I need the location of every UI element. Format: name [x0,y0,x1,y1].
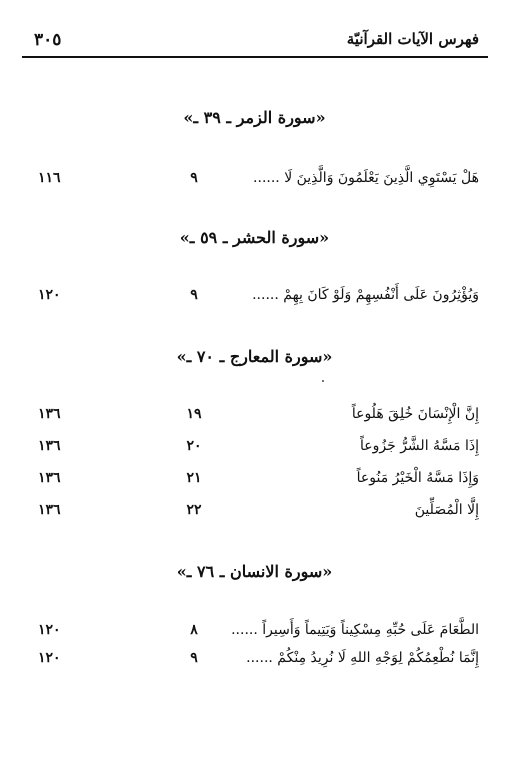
ayah-number: ٩ [190,650,198,666]
page-reference: ١٣٦ [38,502,61,518]
page-reference: ١٢٠ [38,622,61,638]
verse-text: إِلَّا الْمُصَلِّينَ [414,502,479,518]
page-number: ٣٠٥ [34,30,62,50]
ayah-number: ٢٠ [186,438,202,454]
ayah-number: ٩ [190,170,198,186]
surah-heading-hashr: «سورة الحشر ـ ٥٩ ـ» [179,228,330,247]
verse-text: هَلْ يَسْتَوِي الَّذِينَ يَعْلَمُونَ وَالَّذِينَ لَا ...... [253,170,479,186]
surah-heading-zumar: «سورة الزمر ـ ٣٩ ـ» [183,108,326,127]
page-reference: ١٣٦ [38,470,61,486]
surah-heading-maarij: «سورة المعارج ـ ٧٠ ـ» [176,347,333,366]
page-reference: ١٣٦ [38,438,61,454]
ayah-number: ٩ [190,287,198,303]
verse-text: وَيُؤْثِرُونَ عَلَى أَنْفُسِهِمْ وَلَوْ كَانَ بِهِمْ ...... [252,287,479,303]
ayah-number: ١٩ [186,406,202,422]
verse-text: إِنَّمَا نُطْعِمُكُمْ لِوَجْهِ اللهِ لَا نُرِيدُ مِنْكُمْ ...... [246,650,479,666]
page-reference: ١٢٠ [38,287,61,303]
surah-heading-insan: «سورة الانسان ـ ٧٦ ـ» [176,562,333,581]
verse-text: إِذَا مَسَّهُ الشَّرُّ جَزُوعاً [360,438,479,454]
verse-text: إِنَّ الْإِنْسَانَ خُلِقَ هَلُوعاً [351,406,479,422]
index-title: فهرس الآيات القرآنيّة [346,30,479,48]
header-divider [22,56,488,58]
page-reference: ١١٦ [38,170,61,186]
verse-text: الطَّعَامَ عَلَى حُبِّهِ مِسْكِيناً وَيَتِيماً وَأَسِيراً ...... [231,622,479,638]
page-reference: ١٣٦ [38,406,61,422]
verse-text: وَإِذَا مَسَّهُ الْخَيْرُ مَنُوعاً [356,470,479,486]
print-speck [322,380,324,382]
ayah-number: ٨ [190,622,198,638]
ayah-number: ٢٢ [186,502,202,518]
ayah-number: ٢١ [186,470,202,486]
page-reference: ١٢٠ [38,650,61,666]
